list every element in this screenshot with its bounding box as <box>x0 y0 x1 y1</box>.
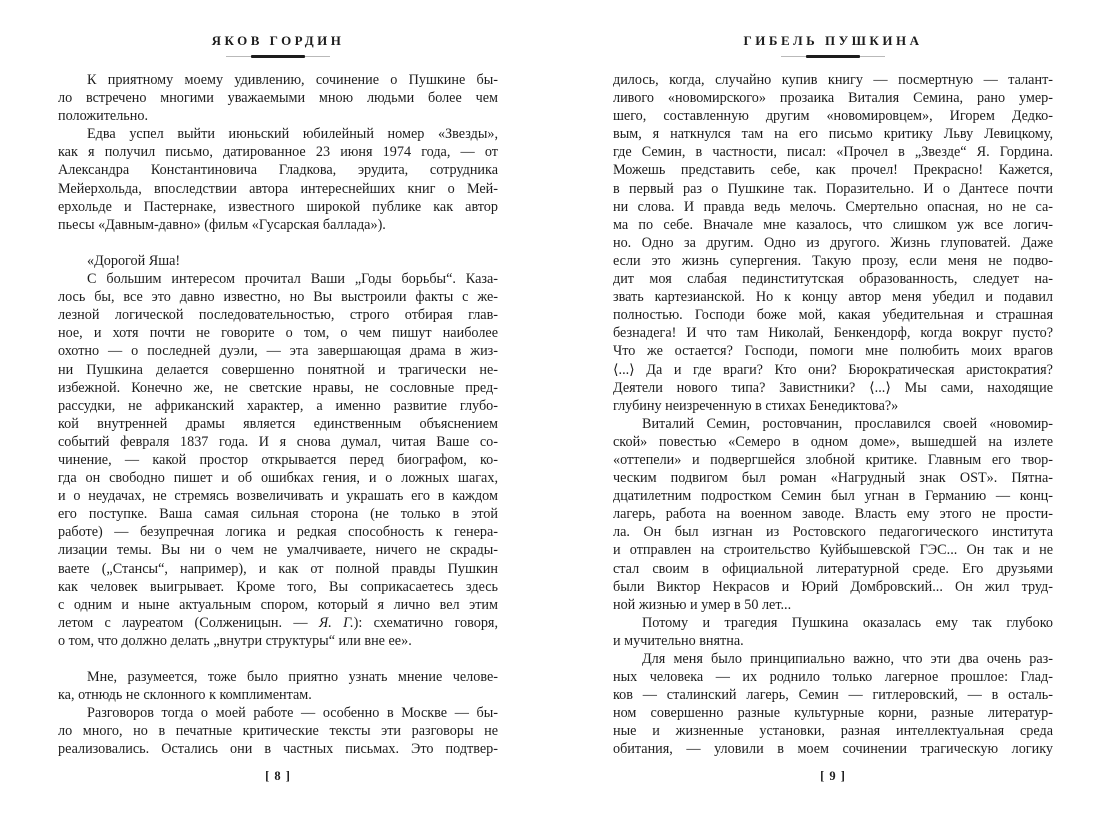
paragraph <box>613 71 1053 415</box>
text-line: шего, составленную другим «новомировцем», Игорем Дедко- <box>613 108 1053 125</box>
text-line: избежной. Конечно же, не светские нравы, не сословные пред- <box>58 379 498 396</box>
header-rule-ornament <box>781 55 885 58</box>
text-line: но. Одно за другим. Одно из другого. Жизнь глуповатей. Даже <box>613 234 1053 251</box>
text-line: где Семин, в частности, писал: «Прочел в „Звезде“ Я. Гордина. <box>613 144 1053 161</box>
text-line: как я получил письмо, датированное 23 июня 1974 года, — от <box>58 144 498 161</box>
text-line: Александра Константиновича Гладкова, эрудита, сотрудника <box>58 162 498 179</box>
text-line: лагерь, работа на военном заводе. Власть ему этого не прости- <box>613 506 1053 523</box>
text-line: ло встречено многими уважаемыми мною людьми более чем <box>58 90 498 107</box>
text-line: Едва успел выйти июньский юбилейный номер «Звезды», <box>87 126 498 143</box>
running-head-author: ЯКОВ ГОРДИН <box>211 33 345 48</box>
text-line: с одним и ныне актуальным спором, который я лично вел этим <box>58 596 498 613</box>
text-line: пьесы «Давным-давно» (фильм «Гусарская баллада»). <box>58 216 386 233</box>
text-line: о том, что должно делать „внутри структуры“ или вне ее». <box>58 632 412 649</box>
header-rule-ornament <box>226 55 330 58</box>
text-line: положительно. <box>58 108 148 125</box>
text-line: Деятели нового типа? Завистники? ⟨...⟩ Мы сами, находящие <box>613 379 1053 396</box>
text-line: вым, я наткнулся там на его письмо критику Льву Левицкому, <box>613 126 1053 143</box>
text-line: событий февраля 1837 года. И я снова думал, читая Ваше со- <box>58 433 498 450</box>
text-line: ни Пушкина делается совершенно понятной и трагически не- <box>58 361 498 378</box>
text-line: если это жизнь супергения. Такую прозу, если меня не подво- <box>613 252 1053 269</box>
text-line: «оттепели» и подвергшейся злобной критике. Главным его твор- <box>613 451 1053 468</box>
text-line: Для меня было принципиально важно, что эти два очень раз- <box>642 651 1053 667</box>
paragraph <box>58 704 498 758</box>
text-line: чинение, — какой простор открывается перед биографом, ко- <box>58 451 498 468</box>
text-line: ка, отнюдь не склонного к комплиментам. <box>58 687 312 704</box>
text-line: ⟨...⟩ Да и где враги? Кто они? Бюрократическая аристократия? <box>613 361 1053 378</box>
text-line: ное, и хотя почти не говорите о том, о чем пишут наиболее <box>58 325 498 342</box>
text-line: в первый раз о Пушкине так. Поразительно. И о Дантесе почти <box>613 180 1053 197</box>
paragraph <box>58 252 498 270</box>
page-number-left: [ 8 ] <box>265 769 291 783</box>
text-line: и о неудачах, не стремясь возвеличивать и украшать его в каждом <box>58 488 498 505</box>
text-line: ных человека — их роднило только лагерное прошлое: Глад- <box>613 669 1053 686</box>
text-line: безнадега! И что там Николай, Бенкендорф, когда вокруг пусто? <box>613 325 1053 342</box>
text-line: глубину неизреченную в стихах Бенедиктова?» <box>613 397 899 414</box>
text-line: Можешь представить себе, как прочел! Прекрасно! Кажется, <box>613 162 1053 179</box>
text-line: «Дорогой Яша! <box>87 252 181 269</box>
paragraph <box>58 668 498 704</box>
text-line: кой внутренней драмы является единственным объяснением <box>58 415 498 432</box>
text-line: полностью. Господи боже мой, какая убедительная и страшная <box>613 307 1053 324</box>
text-line: ные и жизненные установки, разная интеллектуальная среда <box>613 723 1053 740</box>
left-page-body-text <box>58 71 498 759</box>
text-line: ни слова. И правда ведь мелочь. Смертельно опасная, но не са- <box>613 198 1053 215</box>
text-line: ла. Он был изгнан из Ростовского педагогического института <box>613 524 1053 541</box>
page-number-right: [ 9 ] <box>820 769 846 783</box>
text-line: ваете („Стансы“, например), и как от полной правды Пушкин <box>58 560 498 577</box>
text-line: обитания, — уловили в моем сочинении трагическую логику <box>613 741 1053 758</box>
paragraph <box>613 650 1053 759</box>
text-line: Виталий Семин, ростовчанин, прославился своей «новомир- <box>642 415 1053 432</box>
text-line: его поступке. Ваша самая сильная сторона (не только в этой <box>58 506 498 523</box>
paragraph <box>58 71 498 125</box>
header-rule-thick-line <box>806 55 860 58</box>
text-line: звать картезианской. Но к концу автор меня убедил и подавил <box>613 289 1053 306</box>
text-line: дцатилетним подростком Семин был угнан в Германию — конц- <box>613 488 1053 505</box>
text-line: Что же остается? Господи, помоги мне полюбить моих врагов <box>613 343 1053 360</box>
text-line: ло много, но в печатные критические тексты эти разговоры не <box>58 723 498 740</box>
text-line: ческим подвигом был роман «Нагрудный знак OST». Пятна- <box>613 470 1053 487</box>
text-line: Мне, разумеется, тоже было приятно узнать мнение челове- <box>87 669 498 686</box>
text-line: Разговоров тогда о моей работе — особенно в Москве — бы- <box>87 705 498 722</box>
text-line: К приятному моему удивлению, сочинение о Пушкине бы- <box>87 72 498 88</box>
text-line: ливого «новомирского» прозаика Виталия Семина, рано умер- <box>613 90 1053 107</box>
left-page <box>58 30 498 795</box>
right-page <box>613 30 1053 795</box>
text-line: ма по себе. Вначале мне казалось, что слишком уж все логич- <box>613 216 1053 233</box>
text-line: лось бы, все это давно известно, но Вы выстроили факты с же- <box>58 289 498 306</box>
text-line: и отправлен на строительство Куйбышевской ГЭС... Он так и не <box>613 542 1053 559</box>
paragraph <box>613 614 1053 650</box>
text-line: работе) — безупречная логика и редкая способность к генера- <box>58 524 498 541</box>
text-line: лезной логической последовательностью, строго отбирая глав- <box>58 307 498 324</box>
running-head-title: ГИБЕЛЬ ПУШКИНА <box>743 33 923 48</box>
text-line: Мейерхольда, впоследствии автора интереснейших книг о Мей- <box>58 180 498 197</box>
text-line: ерхольде и Пастернаке, известного широкой публике как автор <box>58 198 498 215</box>
text-line: ном совершенно разные культурные корни, разные литератур- <box>613 705 1053 722</box>
text-line: были Виктор Некрасов и Юрий Домбровский... Он жил труд- <box>613 578 1053 595</box>
paragraph <box>58 270 498 650</box>
text-line: С большим интересом прочитал Ваши „Годы борьбы“. Каза- <box>87 271 498 288</box>
text-line: как человек выигрывает. Кроме того, Вы соприкасаетесь здесь <box>58 578 498 595</box>
text-line: реализовались. Остались они в частных письмах. Это подтвер- <box>58 741 498 758</box>
text-line: стал своим в официальной литературной среде. Его друзьями <box>613 560 1053 577</box>
header-rule-thick-line <box>251 55 305 58</box>
text-line: ной жизнью и умер в 50 лет... <box>613 596 792 613</box>
text-line: лизации темы. Вы ни о чем не умалчиваете, ничего не скрады- <box>58 542 498 559</box>
paragraph <box>58 125 498 234</box>
right-page-body-text <box>613 71 1053 759</box>
text-line: охотно — о последней дуэли, — эта завершающая драма в жиз- <box>58 343 498 360</box>
text-line: Потому и трагедия Пушкина оказалась ему так глубоко <box>642 614 1053 631</box>
text-line: летом с лауреатом (Солженицын. — Я. Г.): схематично говоря, <box>58 614 498 631</box>
text-line: гда он свободно пишет и об ошибках гения, и о ложных шагах, <box>58 470 498 487</box>
text-line: дит моя слабая пединститутская образованность, следует на- <box>613 271 1053 288</box>
text-line: и мучительно внятна. <box>613 632 744 649</box>
text-line: дилось, когда, случайно купив книгу — посмертную — талант- <box>613 72 1053 88</box>
text-line: ской» повестью «Семеро в одном доме», вышедшей на излете <box>613 433 1053 450</box>
paragraph <box>613 415 1053 614</box>
text-line: рассудки, не африканский характер, а именно развитие глубо- <box>58 397 498 414</box>
text-line: ков — сталинский лагерь, Семин — гитлеровский, — в осталь- <box>613 687 1053 704</box>
